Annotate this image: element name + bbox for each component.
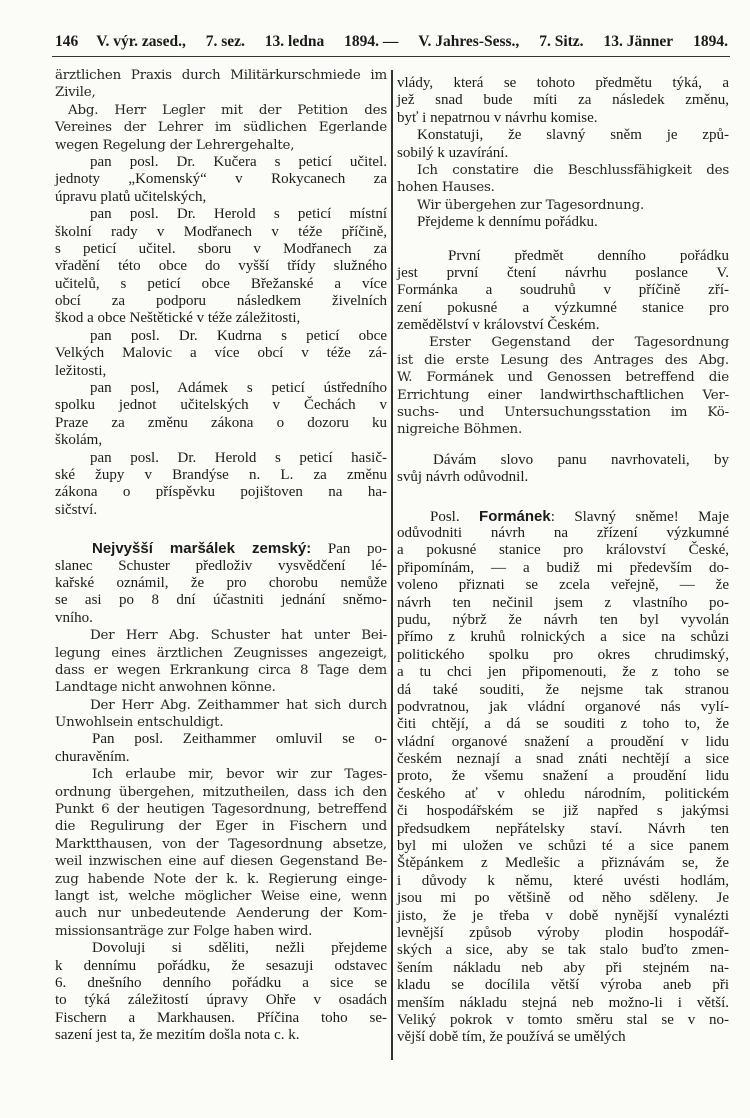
paragraph <box>397 162 729 197</box>
line-text: : Slavný sněme! Maje <box>550 508 729 525</box>
text-line: Der Herr Abg. Zeithammer hat sich durch <box>90 697 387 713</box>
running-title-part: 13. Jänner <box>603 33 674 50</box>
line-text: Pan po- <box>311 541 387 558</box>
text-line: Der Herr Abg. Schuster hat unter Bei- <box>90 628 387 644</box>
text-line: Vereines der Lehrer im südlichen Egerlande <box>55 120 387 136</box>
text-line: sobilý k uzavírání. <box>397 144 509 161</box>
text-line: i důvody k němu, které uvésti hodlám, <box>397 872 729 889</box>
text-line: sičství. <box>55 501 98 518</box>
column-divider <box>391 70 393 1060</box>
text-line: ärztlichen Praxis durch Militärkurschmiede im <box>55 68 387 83</box>
text-line: vřadění této obce do vyšší třídy služného <box>55 258 387 275</box>
text-line: pan posl. Dr. Herold s peticí místní <box>90 206 387 223</box>
text-line: školám, <box>55 432 103 449</box>
text-line: učitelů, s peticí obce Břežanské a více <box>55 275 387 292</box>
text-line: Landtage nicht anwohnen könne. <box>55 680 276 696</box>
header-rule <box>52 56 730 57</box>
text-line: Veliký pokrok v tomto směru stal se v no- <box>397 1011 729 1028</box>
text-line: úpravu platů učitelských, <box>55 188 207 205</box>
text-line: českém neznají a snad znáti nechtějí a sice <box>397 751 729 768</box>
text-line: pan posl. Dr. Kudrna s peticí obce <box>90 327 387 344</box>
text-line: pan posl. Dr. Kučera s peticí učitel. <box>90 153 387 170</box>
text-line: Konstatuji, že slavný sněm je způ- <box>417 127 729 144</box>
text-line: předsudkem nepřátelsky staví. Návrh ten <box>397 820 729 837</box>
text-line: či hospodářském se již napřed s jakýmsi <box>397 803 729 820</box>
text-line: kladu se docílila větší výroba aneb při <box>397 977 729 994</box>
text-line: jež snad bude míti za následek změnu, <box>397 92 729 109</box>
text-line: šením nákladu neb aby při stejném na- <box>397 959 729 976</box>
paragraph <box>55 627 387 697</box>
text-line: suchs- und Untersuchungsstation im Kö- <box>397 405 729 421</box>
text-line: langt ist, welche möglicher Weise eine, wenn <box>55 888 387 904</box>
text-line: 6. dnešního denního pořádku a sice se <box>55 974 387 991</box>
text-line: Abg. Herr Legler mit der Petition des <box>68 102 387 118</box>
speaker-paragraph <box>397 508 729 1047</box>
text-line: pan posl, Adámek s peticí ústředního <box>90 380 387 397</box>
speaker-name: Nejvyšší maršálek zemský: <box>92 540 312 558</box>
paragraph <box>55 450 387 520</box>
text-line: Štěpánkem z Medlešic a přiznávám se, že <box>397 855 729 872</box>
text-line: návrh ten nečinil jsem z vlastního po- <box>397 594 729 611</box>
text-line: Ich constatire die Beschlussfähigkeit des <box>417 162 729 178</box>
text-line: jisto, že je třeba v době nynější vynalézti <box>397 907 729 924</box>
text-line: a pokusné stanice pro království České, <box>397 542 729 559</box>
text-line: Velkých Malovic a více obcí v téže zá- <box>55 345 387 362</box>
text-line: slanec Schuster předloživ vysvědčení lé- <box>55 557 387 574</box>
text-line: vější době tím, že používá se umělých <box>397 1029 626 1046</box>
text-line: českého ať v ohledu národním, politickém <box>397 785 729 802</box>
text-line: Unwohlsein entschuldigt. <box>55 715 224 731</box>
text-line <box>397 508 729 525</box>
speaker-name: Formánek <box>479 507 551 525</box>
text-line: Errichtung einer landwirthschaftlichen Ver- <box>397 387 729 403</box>
text-line: sazení jest ta, že mezitím došla nota c. k. <box>55 1027 300 1044</box>
text-line: jednoty „Komenský“ v Rokycanech za <box>55 171 387 188</box>
paragraph <box>55 206 387 328</box>
text-line: školní rady v Modřanech v téže příčině, <box>55 223 387 240</box>
text-line: ské župy v Brandýse n. L. za změnu <box>55 466 387 483</box>
text-line: Přejdeme k dennímu pořádku. <box>417 214 598 231</box>
text-line: a tu chci jen připomenouti, že z toho se <box>397 664 729 681</box>
text-line: auch nur unbedeutende Aenderung der Kom- <box>55 906 387 922</box>
paragraph <box>55 328 387 380</box>
text-line: ležitosti, <box>55 362 107 379</box>
text-line: ordnung übergehen, mitzutheilen, dass ich den <box>55 784 387 800</box>
text-line: nigreiche Böhmen. <box>397 422 523 438</box>
running-title-part: 1894. — <box>344 33 399 50</box>
text-line: obcí za podporu následkem živelních <box>55 293 387 310</box>
text-line: levnější způsob výroby plodin hospodář- <box>397 924 729 941</box>
text-line: přímo z kruhů rolnických a sice na schůzi <box>397 629 729 646</box>
text-line: kařské oznámil, že pro chorobu nemůže <box>55 574 387 591</box>
running-title-part: V. Jahres-Sess., <box>418 33 520 50</box>
running-title-part: 7. sez. <box>205 33 245 50</box>
text-line: vlády, která se tohoto předmětu týká, a <box>397 75 729 91</box>
text-line: Erster Gegenstand der Tagesordnung <box>429 335 729 351</box>
text-line: Dávám slovo panu navrhovateli, by <box>433 451 729 468</box>
paragraph <box>55 102 387 154</box>
text-line: politického spolku pro okres chrudimský, <box>397 646 729 663</box>
running-title-part: 1894. <box>693 33 728 50</box>
text-line: missionsanträge zur Folge haben wird. <box>55 923 313 939</box>
text-line: pan posl. Dr. Herold s peticí hasič- <box>90 449 387 466</box>
text-line: Formánka a soudruhů v příčině zří- <box>397 282 729 299</box>
text-line: s peticí učitel. sboru v Modřanech za <box>55 240 387 257</box>
text-line: vního. <box>55 609 93 626</box>
text-line: die Regulirung der Eger in Fischern und <box>55 819 387 835</box>
text-line: pudu, nýbrž že návrh ten byl vyvolán <box>397 611 729 628</box>
text-line: čiti chtějí, a dá se souditi z toho to, že <box>397 716 729 733</box>
text-line: První předmět denního pořádku <box>448 247 729 264</box>
running-title <box>96 33 728 53</box>
text-line: Marktthausen, von der Tagesordnung absetze, <box>55 836 387 852</box>
paragraph <box>397 334 729 438</box>
page-number: 146 <box>55 33 79 50</box>
text-line: zákona o příspěvku pojištoven na ha- <box>55 484 387 501</box>
text-line: odůvodniti návrh na zřízení výzkumné <box>397 524 729 541</box>
paragraph <box>397 452 729 487</box>
text-line: zug habende Note der k. k. Regierung einge- <box>55 871 387 887</box>
text-line: svůj návrh odůvodnil. <box>397 469 529 486</box>
left-column <box>55 67 387 1044</box>
paragraph <box>397 127 729 162</box>
speaker-paragraph <box>55 540 387 627</box>
text-line: proto, že všemu snažení a proudění lidu <box>397 768 729 785</box>
paragraph <box>55 766 387 940</box>
paragraph <box>55 67 387 102</box>
text-line: byť i nepatrnou v návrhu komise. <box>397 109 598 126</box>
text-line: churavěním. <box>55 748 130 765</box>
text-line: ist die erste Lesung des Antrages des Abg. <box>397 352 729 368</box>
text-line: jest první čtení návrhu poslance V. <box>397 264 729 281</box>
running-title-part: V. výr. zased., <box>96 33 186 50</box>
text-line: dass er wegen Erkrankung circa 8 Tage dem <box>55 662 387 678</box>
running-header <box>55 33 728 53</box>
text-line <box>55 540 387 557</box>
paragraph <box>55 731 387 766</box>
paragraph <box>55 697 387 732</box>
text-line: škod a obce Neštětické v téže záležitosti, <box>55 310 301 327</box>
text-line: spolku jednot učitelských v Čechách v <box>55 397 387 414</box>
text-line: weil inzwischen eine auf diesen Gegenstand Be- <box>55 854 387 870</box>
text-line: Fischern a Markhausen. Příčina toho se- <box>55 1009 387 1026</box>
paragraph <box>55 940 387 1044</box>
text-line: ských a sice, aby se tak stalo buďto zmen- <box>397 942 729 959</box>
text-line: legung eines ärztlichen Zeugnisses angezeigt, <box>55 645 387 661</box>
text-line: zemědělství v království Českém. <box>397 317 600 334</box>
paragraph <box>397 214 729 231</box>
text-line: podvratnou, jak vládní organové nás vylí- <box>397 698 729 715</box>
agenda-paragraph <box>397 248 729 335</box>
text-line: se asi po 8 dní účastniti jednání sněmo- <box>55 592 387 609</box>
running-title-part: 7. Sitz. <box>539 33 584 50</box>
paragraph <box>55 380 387 450</box>
text-line: Praze za změnu zákona o dozoru ku <box>55 414 387 431</box>
text-line: W. Formánek und Genossen betreffend die <box>397 370 729 386</box>
text-line: k dennímu pořádku, že sesazuji odstavec <box>55 957 387 974</box>
paragraph <box>55 154 387 206</box>
text-line: hohen Hauses. <box>397 180 495 196</box>
running-title-part: 13. ledna <box>264 33 325 50</box>
text-line: byl mi uložen ve schůzi té a sice panem <box>397 838 729 855</box>
text-line: Zivile, <box>55 85 96 101</box>
text-line: Ich erlaube mir, bevor wir zur Tages- <box>92 767 387 783</box>
text-line: Punkt 6 der heutigen Tagesordnung, betreffend <box>55 802 387 818</box>
text-line: Pan posl. Zeithammer omluvil se o- <box>92 731 387 748</box>
text-line: jsou mi po většině od něho sděleny. Je <box>397 890 729 907</box>
text-line: připomínám, — a budiž mi především do- <box>397 559 729 576</box>
speaker-prefix: Posl. <box>430 508 480 525</box>
text-line: to týká záležitostí úpravy Ohře v osadách <box>55 992 387 1009</box>
paragraph <box>397 75 729 127</box>
paragraph <box>397 197 729 214</box>
text-line: zení pokusné a výzkumné stanice pro <box>397 299 729 316</box>
text-line: menším nákladu stejná neb možno-li i větší. <box>397 994 729 1011</box>
right-column <box>397 75 729 1047</box>
text-line: Wir übergehen zur Tagesordnung. <box>417 197 645 213</box>
text-line: wegen Regelung der Lehrergehalte, <box>55 137 295 153</box>
text-line: vládní organové snažení a proudění v lidu <box>397 733 729 750</box>
text-line: dá také souditi, že nejsme tak stranou <box>397 681 729 698</box>
text-line: voleno přiznati se zcela veřejně, — že <box>397 577 729 594</box>
text-line: Dovoluji si sděliti, nežli přejdeme <box>92 940 387 957</box>
